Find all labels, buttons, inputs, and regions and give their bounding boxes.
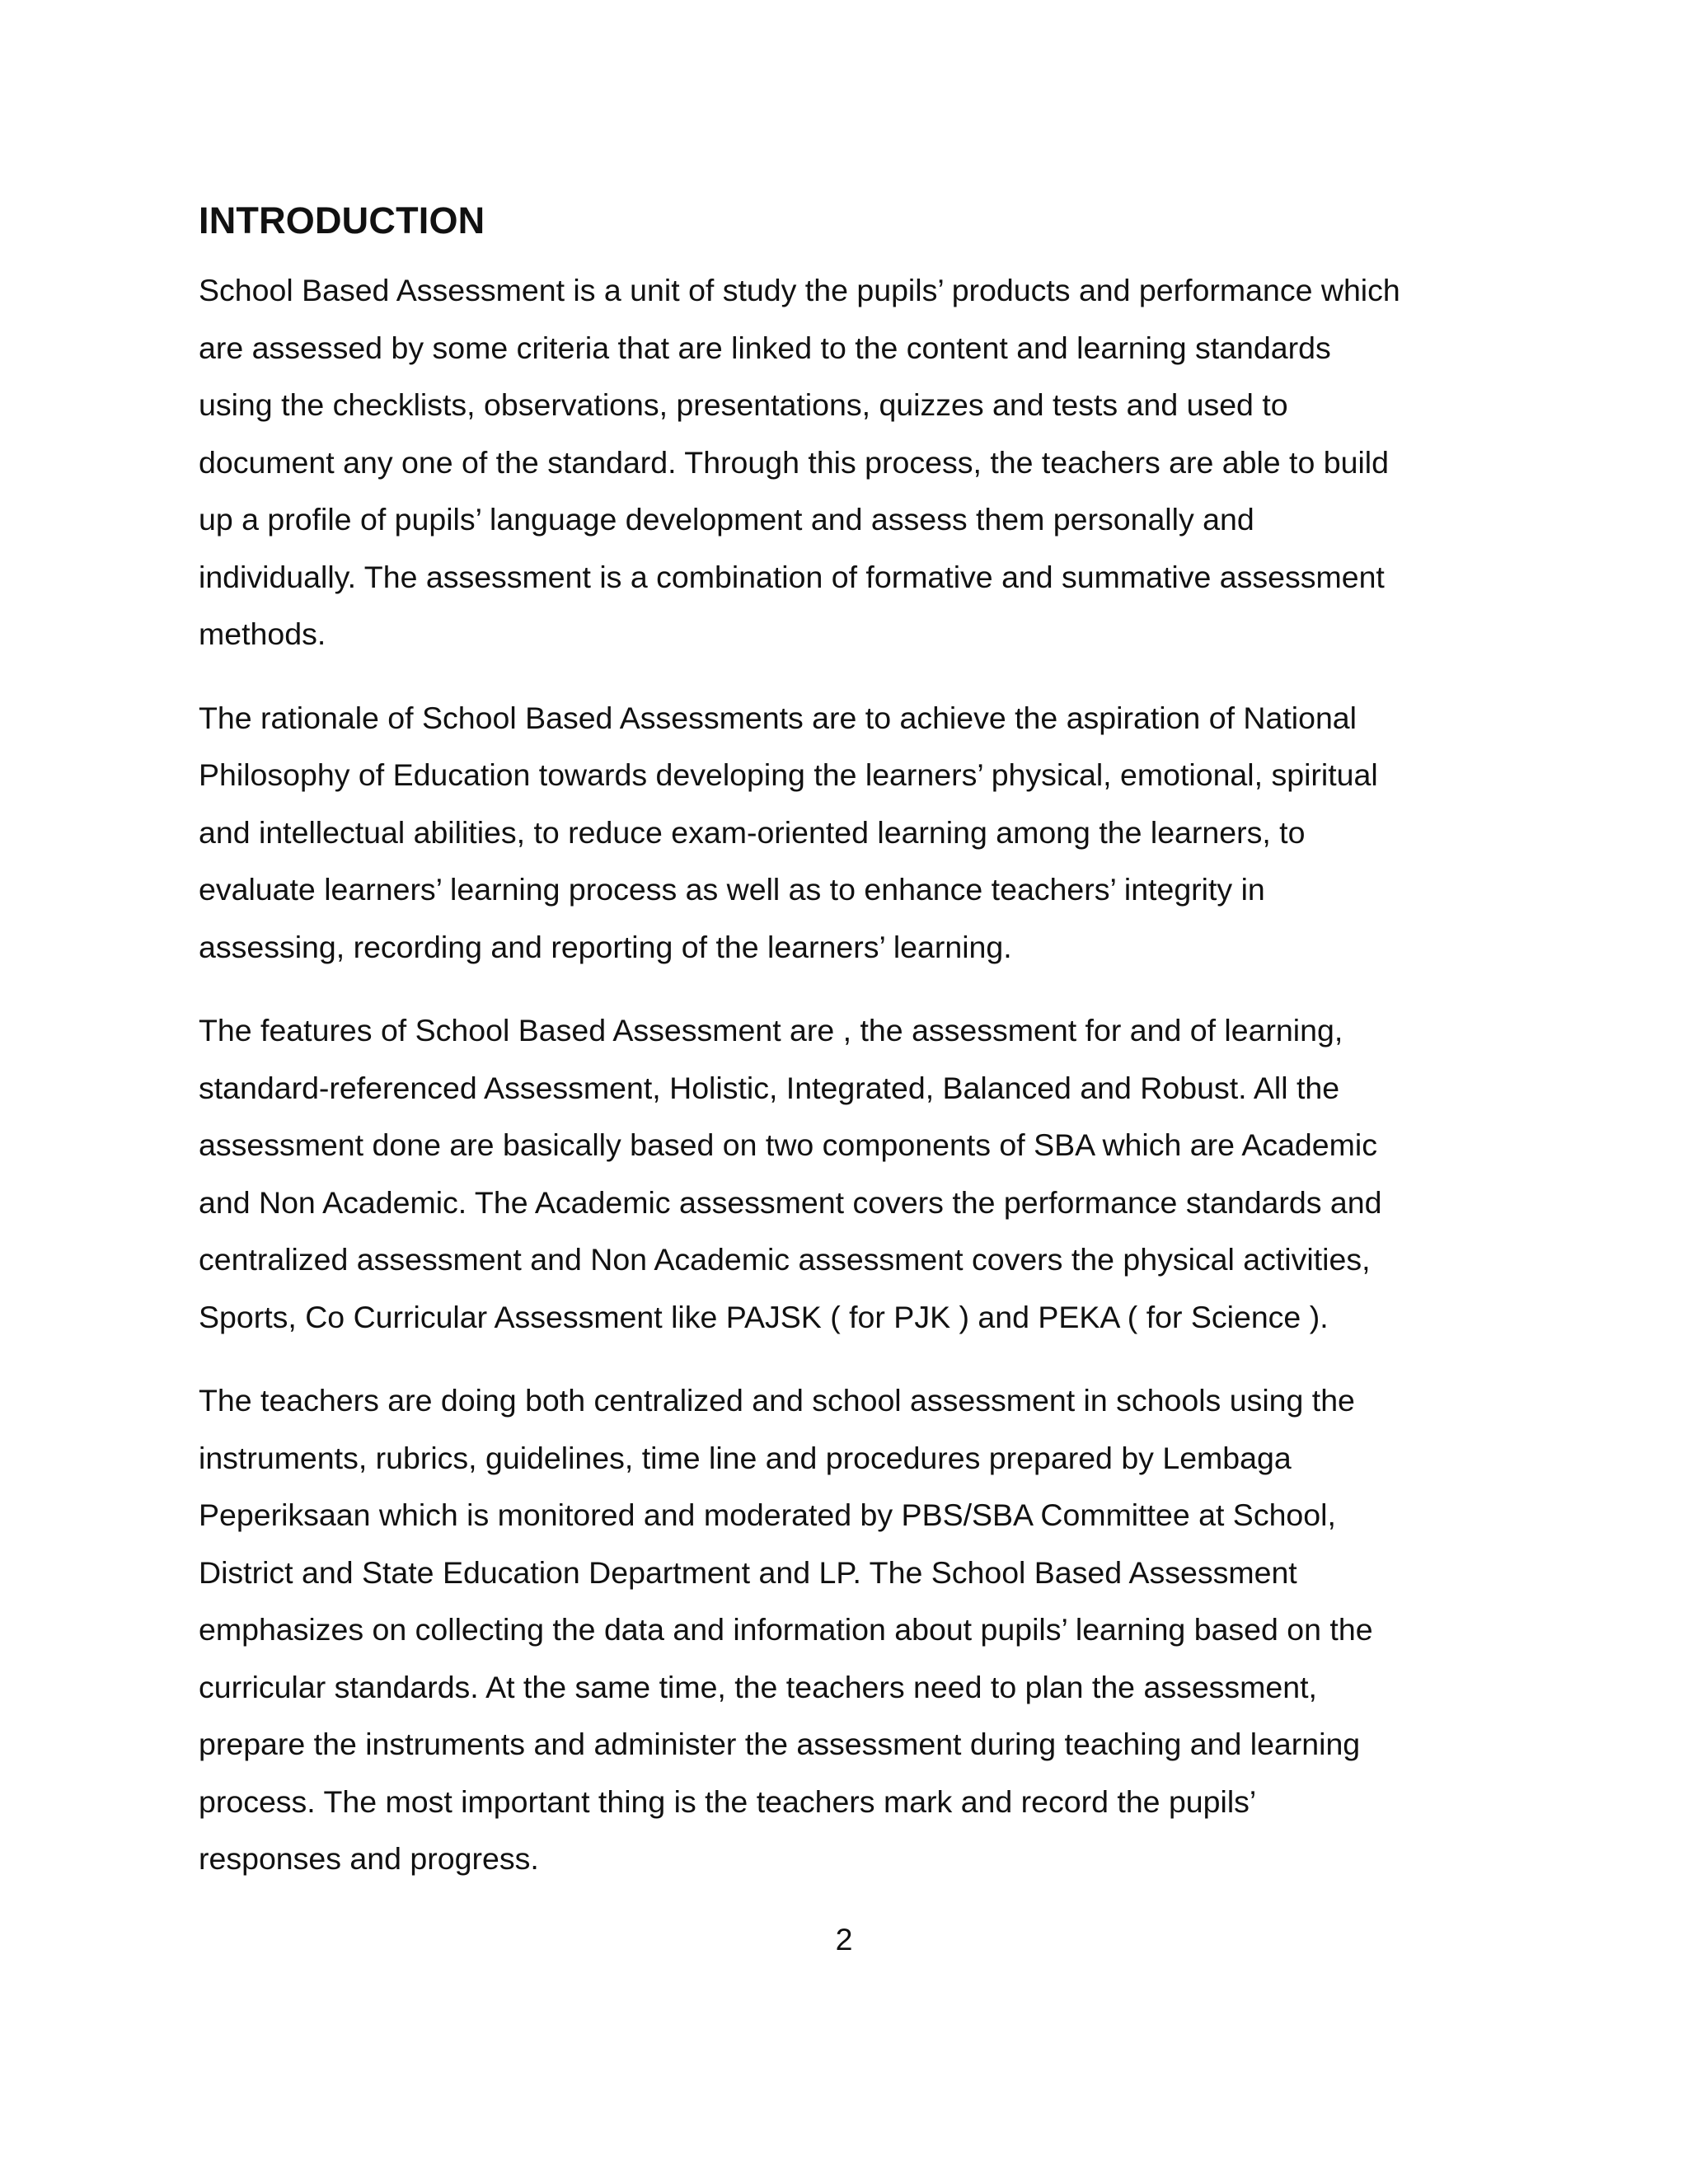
paragraph-line: using the checklists, observations, presentations, quizzes and tests and used to (199, 387, 1288, 422)
paragraph-line: evaluate learners’ learning process as well as to enhance teachers’ integrity in (199, 872, 1265, 907)
paragraph-line: curricular standards. At the same time, the teachers need to plan the assessment, (199, 1669, 1317, 1704)
page-number: 2 (835, 1922, 853, 1957)
paragraph-line: The teachers are doing both centralized and school assessment in schools using the (199, 1383, 1355, 1418)
paragraph-line: up a profile of pupils’ language development and assess them personally and (199, 502, 1254, 537)
page-content (199, 196, 1497, 1915)
paragraph-line: methods. (199, 616, 326, 651)
section-heading: INTRODUCTION (199, 199, 485, 241)
paragraph-line: responses and progress. (199, 1841, 539, 1876)
paragraph-line: centralized assessment and Non Academic assessment covers the physical activities, (199, 1242, 1371, 1277)
paragraph-line: emphasizes on collecting the data and information about pupils’ learning based on the (199, 1612, 1373, 1647)
paragraph (199, 690, 1497, 977)
body-paragraphs (199, 262, 1497, 1888)
paragraph-line: process. The most important thing is the teachers mark and record the pupils’ (199, 1783, 1257, 1819)
paragraph-line: Peperiksaan which is monitored and moderated by PBS/SBA Committee at School, (199, 1497, 1336, 1532)
paragraph-line: Philosophy of Education towards developing the learners’ physical, emotional, spiritual (199, 757, 1378, 792)
paragraph-line: are assessed by some criteria that are linked to the content and learning standards (199, 330, 1331, 365)
paragraph-line: Sports, Co Curricular Assessment like PAJSK ( for PJK ) and PEKA ( for Science ). (199, 1299, 1329, 1334)
paragraph-line: District and State Education Department and LP. The School Based Assessment (199, 1554, 1297, 1590)
paragraph-line: instruments, rubrics, guidelines, time line and procedures prepared by Lembaga (199, 1440, 1292, 1475)
paragraph (199, 262, 1497, 663)
paragraph-line: and intellectual abilities, to reduce exam-oriented learning among the learners, to (199, 814, 1306, 850)
paragraph-line: standard-referenced Assessment, Holistic, Integrated, Balanced and Robust. All the (199, 1070, 1340, 1105)
paragraph-line: prepare the instruments and administer the assessment during teaching and learning (199, 1727, 1361, 1761)
paragraph-line: The rationale of School Based Assessments are to achieve the aspiration of National (199, 700, 1357, 735)
paragraph-line: document any one of the standard. Through this process, the teachers are able to build (199, 444, 1389, 480)
paragraph-line: individually. The assessment is a combination of formative and summative assessment (199, 559, 1385, 594)
paragraph (199, 1372, 1497, 1888)
paragraph-line: The features of School Based Assessment are , the assessment for and of learning, (199, 1013, 1343, 1047)
paragraph-line: and Non Academic. The Academic assessment covers the performance standards and (199, 1184, 1382, 1220)
paragraph-line: School Based Assessment is a unit of study the pupils’ products and performance which (199, 273, 1400, 307)
paragraph (199, 1002, 1497, 1346)
paragraph-line: assessing, recording and reporting of the learners’ learning. (199, 929, 1012, 964)
paragraph-line: assessment done are basically based on two components of SBA which are Academic (199, 1127, 1377, 1162)
